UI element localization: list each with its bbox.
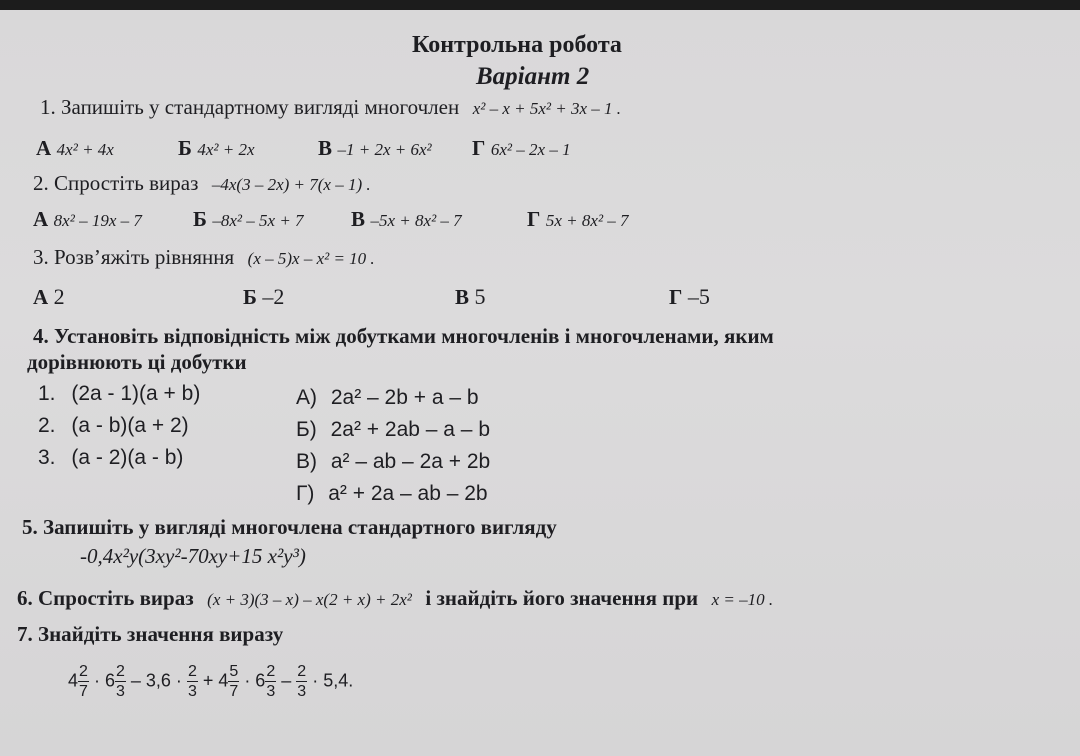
question-1-expr: x² – x + 5x² + 3x – 1 . [472, 99, 622, 118]
question-6 [17, 585, 773, 611]
question-5-expr: -0,4x²y(3xy²-70xy+15 x²y³) [80, 544, 306, 568]
question-4-line-2: дорівнюють ці добутки [27, 350, 247, 374]
worksheet-page [0, 10, 1080, 756]
question-4-line-1: 4. Установіть відповідність між добутками многочленів і многочленами, яким [33, 324, 774, 348]
question-6-text: 6. Спростіть вираз [17, 586, 194, 610]
q3-option-a[interactable]: А 2 [33, 284, 65, 309]
q2-option-b[interactable]: Б –8x² – 5x + 7 [193, 207, 304, 231]
q3-option-d[interactable]: Г –5 [669, 284, 710, 309]
question-6-expr: (x + 3)(3 – x) – x(2 + x) + 2x² [207, 590, 412, 609]
q4-left-2: 2. (a - b)(a + 2) [38, 414, 189, 437]
q2-option-c[interactable]: В –5x + 8x² – 7 [351, 207, 462, 231]
question-6-text-2: і знайдіть його значення при [425, 586, 699, 610]
q3-option-b[interactable]: Б –2 [243, 284, 285, 309]
fraction-1: $\frac{2}{7}$ [79, 663, 88, 700]
q1-option-d[interactable]: Г 6x² – 2x – 1 [472, 136, 571, 160]
question-7-text: 7. Знайдіть значення виразу [17, 622, 284, 646]
q2-option-a[interactable]: А 8x² – 19x – 7 [33, 207, 142, 231]
q4-left-1: 1. (2a - 1)(a + b) [38, 382, 201, 405]
q4-right-a: А) 2a² – 2b + a – b [296, 386, 479, 409]
question-2-expr: –4x(3 – 2x) + 7(x – 1) . [211, 175, 371, 194]
fraction-6: $\frac{2}{3}$ [297, 663, 307, 700]
question-3-text: 3. Розв’яжіть рівняння [33, 245, 235, 269]
page-title: Контрольна робота [412, 32, 622, 58]
q1-option-a[interactable]: А 4x² + 4x [36, 136, 114, 160]
question-2-text: 2. Спростіть вираз [33, 171, 199, 195]
q2-option-d[interactable]: Г 5x + 8x² – 7 [527, 207, 629, 231]
question-7-expr: 4 $\frac{2}{7}$ · 6 $\frac{2}{3}$ – 3,6 · $\frac{2}{3}$ + 4 $\frac{5}{7}$ · 6 $\frac{2}{3}$ – $\frac{2}{3}$ · 5,4. [68, 663, 354, 700]
question-2-options [33, 206, 1033, 234]
question-1-text: 1. Запишіть у стандартному вигляді многочлен [40, 95, 460, 119]
q4-right-c: В) a² – ab – 2a + 2b [296, 450, 491, 473]
question-3-options [33, 284, 1033, 312]
variant-heading: Варіант 2 [476, 63, 590, 90]
q1-option-c[interactable]: В –1 + 2x + 6x² [318, 136, 432, 160]
question-1 [40, 94, 621, 120]
question-1-options [36, 135, 1036, 163]
fraction-3: $\frac{2}{3}$ [187, 663, 197, 700]
q4-right-d: Г) a² + 2a – ab – 2b [296, 482, 488, 505]
fraction-4: $\frac{5}{7}$ [229, 663, 239, 700]
q4-right-b: Б) 2a² + 2ab – a – b [296, 418, 491, 441]
question-5-text: 5. Запишіть у вигляді многочлена стандартного вигляду [22, 515, 557, 539]
question-6-condition: x = –10 . [711, 590, 774, 609]
question-3 [33, 244, 375, 270]
q3-option-c[interactable]: В 5 [455, 284, 486, 309]
q4-left-3: 3. (a - 2)(a - b) [38, 446, 184, 469]
question-2 [33, 170, 371, 196]
question-3-expr: (x – 5)x – x² = 10 . [247, 249, 375, 268]
q1-option-b[interactable]: Б 4x² + 2x [178, 136, 255, 160]
fraction-5: $\frac{2}{3}$ [266, 663, 276, 700]
fraction-2: $\frac{2}{3}$ [115, 663, 125, 700]
